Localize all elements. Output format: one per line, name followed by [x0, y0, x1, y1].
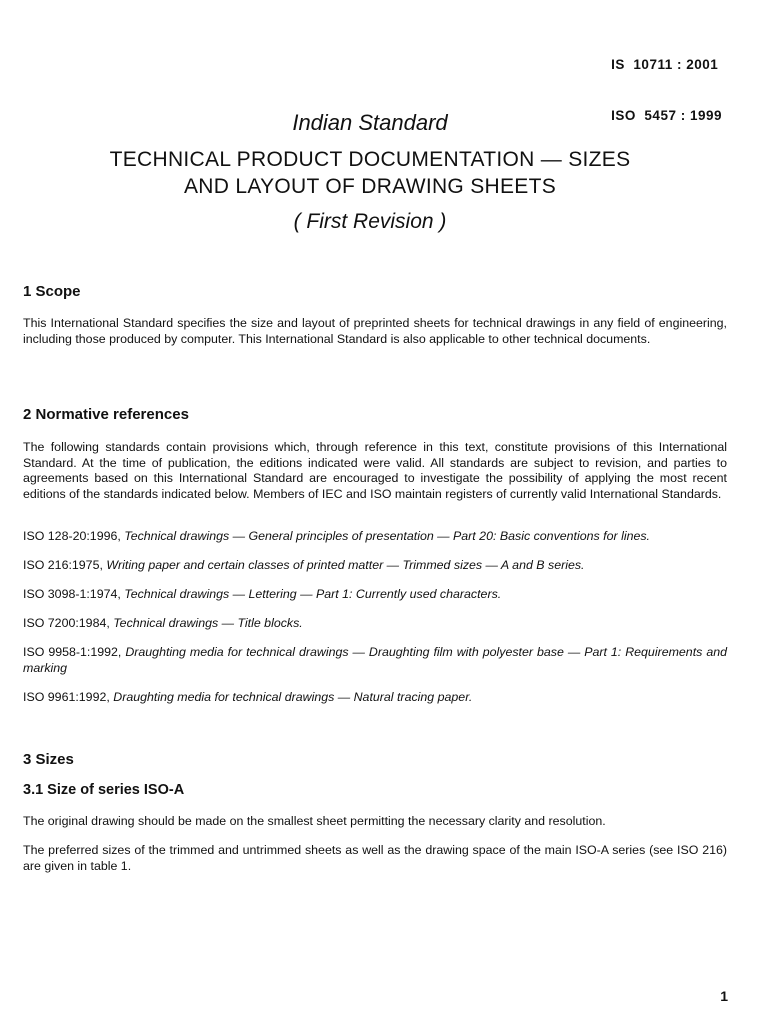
reference-title: Technical drawings — Title blocks.	[113, 616, 303, 630]
reference-code: ISO 216:1975,	[23, 558, 107, 572]
sizes-heading: 3 Sizes	[23, 751, 74, 768]
title-line-2: AND LAYOUT OF DRAWING SHEETS	[183, 175, 557, 198]
standard-number-is: IS 10711 : 2001	[611, 57, 719, 72]
scope-paragraph: This International Standard specifies the size and layout of preprinted sheets for technical drawings in any field of engineering, including those produced by computer. This International Standard is also applicable to other technical documents.	[23, 316, 727, 346]
sizes-paragraph-2: The preferred sizes of the trimmed and untrimmed sheets as well as the drawing space of the main ISO-A series (see ISO 216) are given in table 1.	[23, 843, 727, 873]
reference-item	[23, 529, 727, 545]
standard-number	[611, 22, 722, 158]
normative-references-paragraph: The following standards contain provisions which, through reference in this text, constitute provisions of this International Standard. At the time of publication, the editions indicated were valid. All standards are subject to revision, and parties to agreements based on this International Standard are encouraged to investigate the possibility of applying the most recent editions of the standards indicated below. Members of IEC and ISO maintain registers of currently valid International Standards.	[23, 440, 727, 501]
document-title	[0, 146, 740, 200]
pre-title: Indian Standard	[292, 110, 448, 135]
reference-item	[23, 558, 727, 574]
reference-title: Draughting media for technical drawings — Draughting film with polyester base — Part 1: Requirements and marking	[23, 645, 727, 675]
reference-code: ISO 9961:1992,	[23, 690, 114, 704]
reference-title: Draughting media for technical drawings — Natural tracing paper.	[113, 690, 473, 704]
reference-item	[23, 645, 727, 676]
title-line-1: TECHNICAL PRODUCT DOCUMENTATION — SIZES	[109, 148, 631, 171]
sizes-paragraph-1: The original drawing should be made on the smallest sheet permitting the necessary clarity and resolution.	[23, 814, 606, 828]
reference-code: ISO 3098-1:1974,	[23, 587, 125, 601]
reference-code: ISO 7200:1984,	[23, 616, 114, 630]
reference-title: Technical drawings — General principles of presentation — Part 20: Basic conventions for lines.	[124, 529, 650, 543]
reference-title: Writing paper and certain classes of printed matter — Trimmed sizes — A and B series.	[106, 558, 585, 572]
iso-a-subheading: 3.1 Size of series ISO-A	[23, 782, 185, 798]
reference-item	[23, 587, 727, 603]
standard-number-iso: ISO 5457 : 1999	[611, 108, 722, 123]
reference-code: ISO 9958-1:1992,	[23, 645, 126, 659]
reference-title: Technical drawings — Lettering — Part 1: Currently used characters.	[124, 587, 502, 601]
reference-item	[23, 616, 727, 632]
reference-item	[23, 690, 727, 706]
revision-label: ( First Revision )	[293, 210, 447, 233]
reference-code: ISO 128-20:1996,	[23, 529, 125, 543]
scope-heading: 1 Scope	[23, 283, 81, 300]
normative-references-heading: 2 Normative references	[23, 406, 189, 423]
page-number: 1	[720, 988, 728, 1004]
